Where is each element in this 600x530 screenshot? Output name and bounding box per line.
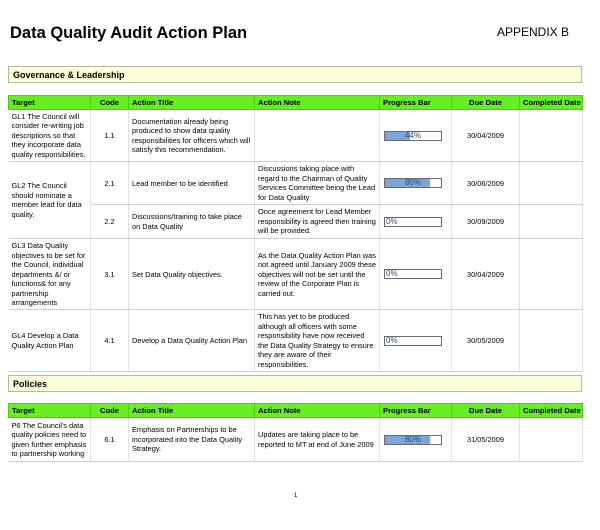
col-header-code: Code bbox=[91, 96, 129, 110]
cell-progress bbox=[380, 205, 452, 239]
cell-action-note: Discussions taking place with regard to the Chairman of Quality Services Committee being the Lead for Data Quality bbox=[255, 162, 380, 205]
cell-action-title: Set Data Quality objectives. bbox=[129, 239, 255, 310]
table-row bbox=[9, 162, 583, 205]
progress-bar bbox=[384, 131, 442, 141]
section-header-policies: Policies bbox=[8, 375, 582, 392]
cell-completed-date bbox=[520, 418, 583, 462]
progress-label: 44% bbox=[404, 130, 421, 140]
cell-completed-date bbox=[520, 162, 583, 205]
cell-code: 4.1 bbox=[91, 310, 129, 372]
col-header-completed-date: Completed Date bbox=[520, 404, 583, 418]
cell-target: GL4 Develop a Data Quality Action Plan bbox=[9, 310, 91, 372]
col-header-action-note: Action Note bbox=[255, 404, 380, 418]
cell-action-title: Discussions/training to take place on Data Quality bbox=[129, 205, 255, 239]
table-header-row bbox=[9, 96, 583, 110]
cell-due-date: 30/05/2009 bbox=[452, 310, 520, 372]
col-header-action-title: Action Title bbox=[129, 404, 255, 418]
cell-progress bbox=[380, 310, 452, 372]
cell-completed-date bbox=[520, 310, 583, 372]
cell-progress bbox=[380, 162, 452, 205]
cell-completed-date bbox=[520, 205, 583, 239]
cell-action-title: Emphasis on Partnerships to be incorporated into the Data Quality Strategy. bbox=[129, 418, 255, 462]
cell-action-title: Develop a Data Quality Action Plan bbox=[129, 310, 255, 372]
table-row bbox=[9, 205, 583, 239]
col-header-completed-date: Completed Date bbox=[520, 96, 583, 110]
progress-bar bbox=[384, 435, 442, 445]
progress-label: 80% bbox=[404, 178, 421, 188]
progress-bar bbox=[384, 217, 442, 227]
page-title: Data Quality Audit Action Plan bbox=[10, 24, 248, 42]
col-header-progress-bar: Progress Bar bbox=[380, 404, 452, 418]
col-header-action-title: Action Title bbox=[129, 96, 255, 110]
table-row bbox=[9, 110, 583, 162]
progress-bar bbox=[384, 269, 442, 279]
col-header-target: Target bbox=[9, 96, 91, 110]
cell-due-date: 30/09/2009 bbox=[452, 205, 520, 239]
cell-action-title: Documentation already being produced to show data quality responsibilities for officers which will satisfy this recommendation. bbox=[129, 110, 255, 162]
table-row bbox=[9, 310, 583, 372]
cell-code: 3.1 bbox=[91, 239, 129, 310]
progress-bar bbox=[384, 178, 442, 188]
governance-table bbox=[8, 95, 583, 372]
table-row bbox=[9, 239, 583, 310]
cell-action-note: Updates are taking place to be reported to MT at end of June 2009 bbox=[255, 418, 380, 462]
cell-action-note bbox=[255, 110, 380, 162]
policies-table bbox=[8, 403, 583, 462]
cell-action-note: As the Data Quality Action Plan was not agreed until January 2009 these objectives will not be set until the review of the Corporate Plan is carried out. bbox=[255, 239, 380, 310]
cell-code: 2.2 bbox=[91, 205, 129, 239]
col-header-action-note: Action Note bbox=[255, 96, 380, 110]
progress-label: 80% bbox=[404, 434, 421, 444]
cell-code: 1.1 bbox=[91, 110, 129, 162]
col-header-due-date: Due Date bbox=[452, 404, 520, 418]
page-number: 1 bbox=[294, 493, 298, 499]
cell-progress bbox=[380, 239, 452, 310]
cell-target: P6 The Council's data quality policies need to given further emphasis to partnership working bbox=[9, 418, 91, 462]
cell-due-date: 30/04/2009 bbox=[452, 110, 520, 162]
section-header-governance: Governance & Leadership bbox=[8, 66, 582, 83]
cell-due-date: 30/04/2009 bbox=[452, 239, 520, 310]
col-header-target: Target bbox=[9, 404, 91, 418]
col-header-due-date: Due Date bbox=[452, 96, 520, 110]
cell-action-note: Once agreement for Lead Member responsibility is agreed then training will be provided. bbox=[255, 205, 380, 239]
cell-due-date: 30/06/2009 bbox=[452, 162, 520, 205]
cell-target: GL3 Data Quality objectives to be set for the Council, individual departments &/ or functions& for any partnership arrangements bbox=[9, 239, 91, 310]
cell-due-date: 31/05/2009 bbox=[452, 418, 520, 462]
cell-action-title: Lead member to be identified bbox=[129, 162, 255, 205]
cell-action-note: This has yet to be produced although all officers with some responsibility have now received the Data Quality Strategy to ensure they are aware of their responsibilities. bbox=[255, 310, 380, 372]
cell-code: 2.1 bbox=[91, 162, 129, 205]
cell-progress bbox=[380, 110, 452, 162]
appendix-label: APPENDIX B bbox=[497, 25, 570, 39]
cell-code: 6.1 bbox=[91, 418, 129, 462]
progress-label: 0% bbox=[386, 216, 398, 226]
progress-label: 0% bbox=[386, 269, 398, 279]
cell-target: GL2 The Council should nominate a member lead for data quality. bbox=[9, 162, 91, 239]
col-header-code: Code bbox=[91, 404, 129, 418]
cell-progress bbox=[380, 418, 452, 462]
cell-target: GL1 The Council will consider re-writing job descriptions so that they incorporate data quality responsibilities. bbox=[9, 110, 91, 162]
table-header-row bbox=[9, 404, 583, 418]
table-row bbox=[9, 418, 583, 462]
progress-bar bbox=[384, 336, 442, 346]
cell-completed-date bbox=[520, 239, 583, 310]
progress-label: 0% bbox=[386, 335, 398, 345]
col-header-progress-bar: Progress Bar bbox=[380, 96, 452, 110]
cell-completed-date bbox=[520, 110, 583, 162]
